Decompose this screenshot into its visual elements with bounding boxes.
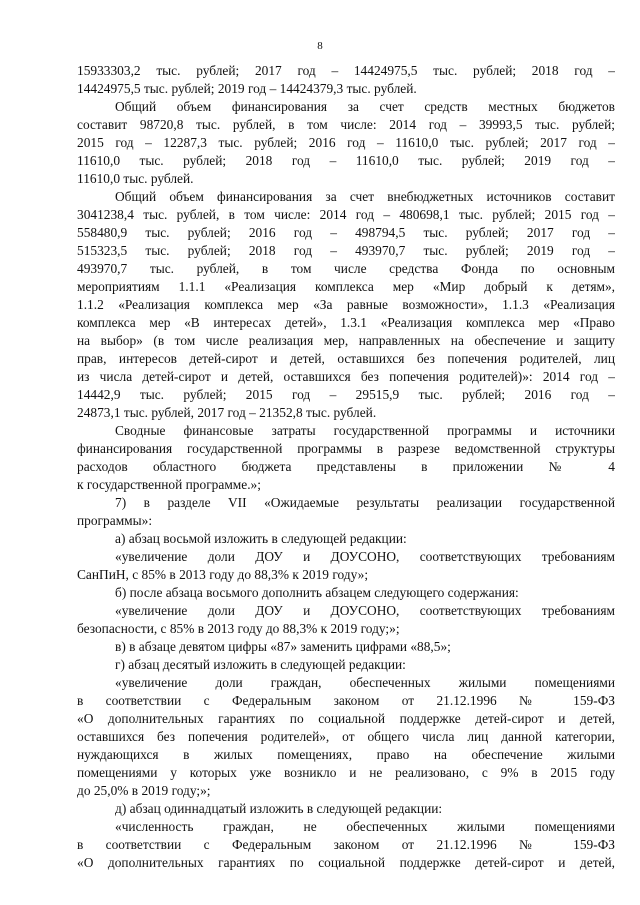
text-line: мероприятиям 1.1.1 «Реализация комплекса мер «Мир добрый к детям», bbox=[77, 279, 615, 294]
text-line: из числа детей-сирот и детей, оставшихся без попечения родителей)»: 2014 год – bbox=[77, 369, 615, 384]
text-line: расходов областного бюджета представлены в приложении № 4 bbox=[77, 459, 615, 474]
text-line: к государственной программе.»; bbox=[77, 477, 261, 492]
text-line: финансирования государственной программы в разрезе ведомственной структуры bbox=[77, 441, 615, 456]
text-line: 14442,9 тыс. рублей; 2015 год – 29515,9 тыс. рублей; 2016 год – bbox=[77, 387, 615, 402]
text-line: составит 98720,8 тыс. рублей, в том числе: 2014 год – 39993,5 тыс. рублей; bbox=[77, 117, 615, 132]
text-line: в соответствии с Федеральным законом от 21.12.1996 № 159-ФЗ bbox=[77, 837, 615, 852]
text-line: Сводные финансовые затраты государственной программы и источники bbox=[115, 423, 615, 438]
page-number: 8 bbox=[317, 40, 323, 52]
text-line: СанПиН, с 85% в 2013 году до 88,3% к 2019 году»; bbox=[77, 567, 369, 582]
text-line: комплекса мер «В интересах детей», 1.3.1 «Реализация комплекса мер «Право bbox=[77, 315, 615, 330]
text-line: «увеличение доли граждан, обеспеченных жилыми помещениями bbox=[115, 675, 615, 690]
text-line: 1.1.2 «Реализация комплекса мер «За равные возможности», 1.1.3 «Реализация bbox=[77, 297, 615, 312]
text-line: нуждающихся в жилых помещениях, право на обеспечение жилыми bbox=[77, 747, 615, 762]
text-line: Общий объем финансирования за счет внебюджетных источников составит bbox=[115, 189, 615, 204]
text-line: 2015 год – 12287,3 тыс. рублей; 2016 год – 11610,0 тыс. рублей; 2017 год – bbox=[77, 135, 615, 150]
text-line: прав, интересов детей-сирот и детей, оставшихся без попечения родителей, лиц bbox=[77, 351, 615, 366]
text-line: 493970,7 тыс. рублей, в том числе средства Фонда по основным bbox=[77, 261, 615, 276]
text-line: 7) в разделе VII «Ожидаемые результаты реализации государственной bbox=[115, 495, 615, 510]
text-line: «О дополнительных гарантиях по социальной поддержке детей-сирот и детей, bbox=[77, 711, 615, 726]
text-line: 11610,0 тыс. рублей; 2018 год – 11610,0 тыс. рублей; 2019 год – bbox=[77, 153, 615, 168]
text-line: программы»: bbox=[77, 513, 153, 528]
text-line: на выбор» (в том числе реализация мер, направленных на обеспечение и защиту bbox=[77, 333, 615, 348]
text-line: «увеличение доли ДОУ и ДОУСОНО, соответствующих требованиям bbox=[115, 549, 615, 564]
text-line: б) после абзаца восьмого дополнить абзацем следующего содержания: bbox=[115, 585, 519, 600]
text-line: безопасности, с 85% в 2013 году до 88,3% к 2019 году;»; bbox=[77, 621, 400, 636]
text-line: «численность граждан, не обеспеченных жилыми помещениями bbox=[115, 819, 615, 834]
text-line: д) абзац одиннадцатый изложить в следующей редакции: bbox=[115, 801, 443, 816]
text-line: 24873,1 тыс. рублей, 2017 год – 21352,8 тыс. рублей. bbox=[77, 405, 377, 420]
text-line: «О дополнительных гарантиях по социальной поддержке детей-сирот и детей, bbox=[77, 855, 615, 870]
text-line: в) в абзаце девятом цифры «87» заменить цифрами «88,5»; bbox=[115, 639, 451, 654]
text-line: 15933303,2 тыс. рублей; 2017 год – 14424975,5 тыс. рублей; 2018 год – bbox=[77, 63, 615, 78]
text-line: «увеличение доли ДОУ и ДОУСОНО, соответствующих требованиям bbox=[115, 603, 615, 618]
text-line: 515323,5 тыс. рублей; 2018 год – 493970,7 тыс. рублей; 2019 год – bbox=[77, 243, 615, 258]
text-line: Общий объем финансирования за счет средств местных бюджетов bbox=[115, 99, 615, 114]
text-line: а) абзац восьмой изложить в следующей редакции: bbox=[115, 531, 407, 546]
text-line: 3041238,4 тыс. рублей, в том числе: 2014 год – 480698,1 тыс. рублей; 2015 год – bbox=[77, 207, 615, 222]
document-body bbox=[77, 62, 615, 872]
text-line: г) абзац десятый изложить в следующей редакции: bbox=[115, 657, 406, 672]
text-line: 558480,9 тыс. рублей; 2016 год – 498794,5 тыс. рублей; 2017 год – bbox=[77, 225, 615, 240]
text-line: помещениями у которых уже возникло и не реализовано, с 9% в 2015 году bbox=[77, 765, 615, 780]
text-line: в соответствии с Федеральным законом от 21.12.1996 № 159-ФЗ bbox=[77, 693, 615, 708]
text-line: оставшихся без попечения родителей», от общего числа лиц данной категории, bbox=[77, 729, 615, 744]
text-line: 11610,0 тыс. рублей. bbox=[77, 171, 194, 186]
text-line: до 25,0% в 2019 году;»; bbox=[77, 783, 211, 798]
text-line: 14424975,5 тыс. рублей; 2019 год – 14424379,3 тыс. рублей. bbox=[77, 81, 417, 96]
